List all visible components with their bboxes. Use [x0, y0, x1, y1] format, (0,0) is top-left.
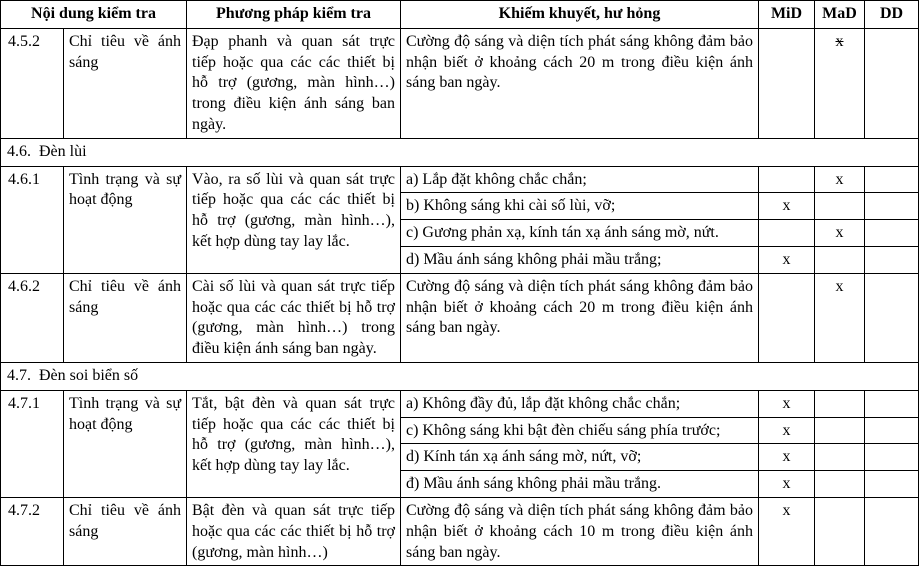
method-cell: Tắt, bật đèn và quan sát trực tiếp hoặc qua các các thiết bị hỗ trợ (gương, màn hình…), kết hợp dùng tay lay lắc. [187, 390, 401, 497]
row-id-cell: 4.7.2 [1, 497, 64, 565]
mad-mark-cell [815, 497, 865, 565]
mid-mark-cell [759, 273, 815, 362]
column-header: Nội dung kiểm tra [1, 1, 187, 29]
mad-mark-cell [815, 471, 865, 498]
mid-mark-cell [759, 220, 815, 247]
mad-mark-cell: x [815, 166, 865, 193]
column-header: MaD [815, 1, 865, 29]
dd-mark-cell [865, 28, 919, 138]
mid-mark-cell: x [759, 444, 815, 471]
content-cell: Chỉ tiêu về ánh sáng [64, 273, 187, 362]
dd-mark-cell [865, 390, 919, 417]
dd-mark-cell [865, 417, 919, 444]
defect-cell: Cường độ sáng và diện tích phát sáng không đảm bảo nhận biết ở khoảng cách 20 m trong điều kiện ánh sáng ban ngày. [401, 28, 759, 138]
method-cell: Cài số lùi và quan sát trực tiếp hoặc qua các các thiết bị hỗ trợ (gương, màn hình…) trong điều kiện ánh sáng ban ngày. [187, 273, 401, 362]
defect-cell: d) Mầu ánh sáng không phải mầu trắng; [401, 246, 759, 273]
dd-mark-cell [865, 246, 919, 273]
dd-mark-cell [865, 220, 919, 247]
defect-cell: b) Không sáng khi cài số lùi, vỡ; [401, 193, 759, 220]
mad-mark-cell: x [815, 273, 865, 362]
mid-mark-cell [759, 28, 815, 138]
mad-mark-cell [815, 193, 865, 220]
mad-mark-cell [815, 444, 865, 471]
mid-mark-cell [759, 166, 815, 193]
defect-cell: c) Không sáng khi bật đèn chiếu sáng phía trước; [401, 417, 759, 444]
defect-cell: đ) Mầu ánh sáng không phải mầu trắng. [401, 471, 759, 498]
table-head [1, 1, 919, 29]
dd-mark-cell [865, 444, 919, 471]
dd-mark-cell [865, 273, 919, 362]
dd-mark-cell [865, 193, 919, 220]
defect-cell: a) Lắp đặt không chắc chắn; [401, 166, 759, 193]
method-cell: Vào, ra số lùi và quan sát trực tiếp hoặc qua các các thiết bị hỗ trợ (gương, màn hình…), kết hợp dùng tay lay lắc. [187, 166, 401, 273]
content-cell: Chỉ tiêu về ánh sáng [64, 497, 187, 565]
section-label: 4.7. Đèn soi biển số [1, 362, 919, 390]
method-cell: Bật đèn và quan sát trực tiếp hoặc qua các các thiết bị hỗ trợ (gương, màn hình…) [187, 497, 401, 565]
mid-mark-cell: x [759, 497, 815, 565]
content-cell: Tình trạng và sự hoạt động [64, 166, 187, 273]
method-cell: Đạp phanh và quan sát trực tiếp hoặc qua các các thiết bị hỗ trợ (gương, màn hình…) trong điều kiện ánh sáng ban ngày. [187, 28, 401, 138]
dd-mark-cell [865, 166, 919, 193]
column-header: Khiếm khuyết, hư hỏng [401, 1, 759, 29]
defect-cell: d) Kính tán xạ ánh sáng mờ, nứt, vỡ; [401, 444, 759, 471]
table-body [1, 28, 919, 566]
mid-mark-cell: x [759, 390, 815, 417]
mad-mark-cell: x [815, 220, 865, 247]
section-row [1, 362, 919, 390]
mid-mark-cell: x [759, 417, 815, 444]
column-header: DD [865, 1, 919, 29]
section-label: 4.6. Đèn lùi [1, 138, 919, 166]
row-id-cell: 4.5.2 [1, 28, 64, 138]
item-row [1, 497, 919, 565]
row-id-cell: 4.6.1 [1, 166, 64, 273]
header-row [1, 1, 919, 29]
section-row [1, 138, 919, 166]
dd-mark-cell [865, 497, 919, 565]
item-row [1, 28, 919, 138]
row-id-cell: 4.7.1 [1, 390, 64, 497]
mad-mark-cell [815, 246, 865, 273]
defect-sub-row [1, 166, 919, 193]
column-header: MiD [759, 1, 815, 29]
defect-cell: Cường độ sáng và diện tích phát sáng không đảm bảo nhận biết ở khoảng cách 20 m trong điều kiện ánh sáng ban ngày. [401, 273, 759, 362]
content-cell: Tình trạng và sự hoạt động [64, 390, 187, 497]
mad-mark-cell [815, 390, 865, 417]
defect-sub-row [1, 390, 919, 417]
defect-cell: a) Không đầy đủ, lắp đặt không chắc chắn; [401, 390, 759, 417]
mid-mark-cell: x [759, 193, 815, 220]
column-header: Phương pháp kiểm tra [187, 1, 401, 29]
mid-mark-cell: x [759, 471, 815, 498]
mid-mark-cell: x [759, 246, 815, 273]
defect-cell: c) Gương phản xạ, kính tán xạ ánh sáng mờ, nứt. [401, 220, 759, 247]
dd-mark-cell [865, 471, 919, 498]
item-row [1, 273, 919, 362]
content-cell: Chỉ tiêu về ánh sáng [64, 28, 187, 138]
mad-mark-cell: x [815, 28, 865, 138]
mad-mark-cell [815, 417, 865, 444]
row-id-cell: 4.6.2 [1, 273, 64, 362]
defect-cell: Cường độ sáng và diện tích phát sáng không đảm bảo nhận biết ở khoảng cách 10 m trong điều kiện ánh sáng ban ngày. [401, 497, 759, 565]
